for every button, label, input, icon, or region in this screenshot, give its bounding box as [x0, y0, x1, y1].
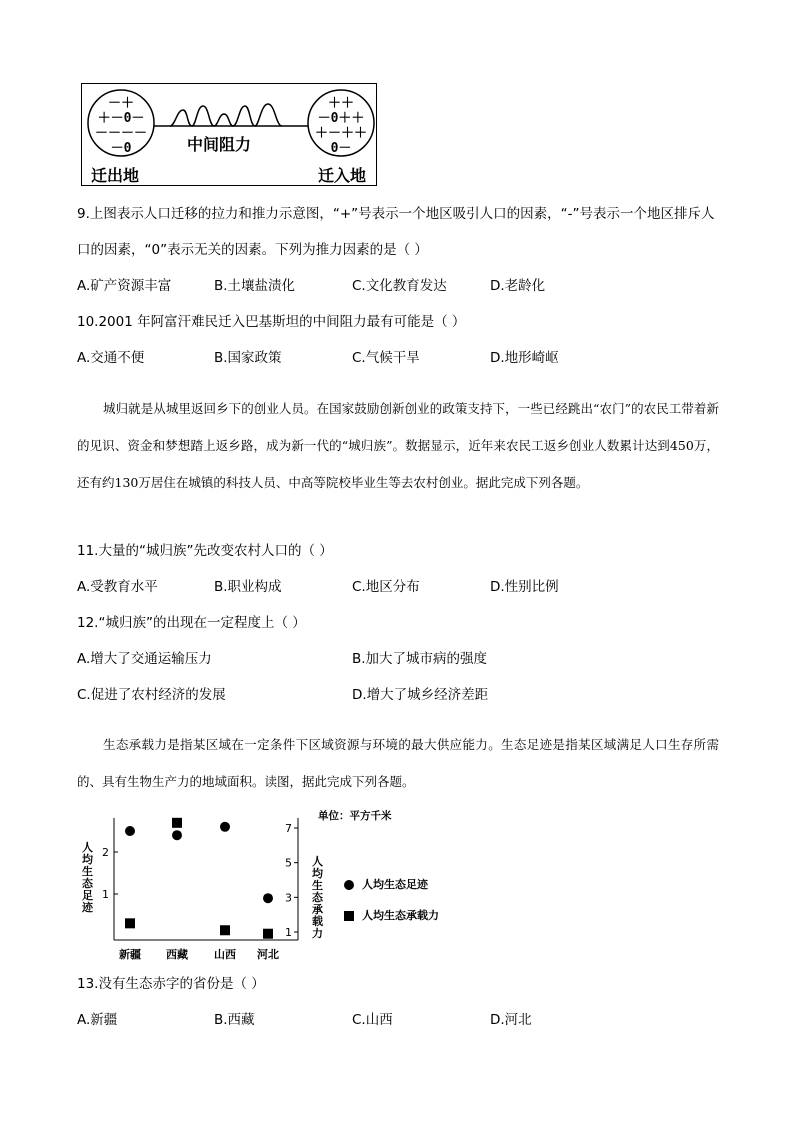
footprint-point	[125, 826, 135, 836]
q11-stem: 11.大量的“城归族”先改变农村人口的（ ）	[77, 543, 333, 559]
left-tick-label: 2	[102, 846, 109, 859]
passage-ecology: 生态承载力是指某区域在一定条件下区域资源与环境的最大供应能力。生态足迹是指某区域满足人口生存所需的、具有生物生产力的地域面积。读图，据此完成下列各题。	[77, 737, 719, 789]
q9-option-c[interactable]: C.文化教育发达	[352, 278, 447, 294]
q12-option-a[interactable]: A.增大了交通运输压力	[77, 651, 212, 667]
migration-diagram	[81, 83, 377, 186]
q10-option-d[interactable]: D.地形崎岖	[490, 350, 559, 366]
legend-item-footprint	[344, 876, 428, 892]
legend-square-marker	[344, 911, 354, 921]
q11-option-c[interactable]: C.地区分布	[352, 579, 420, 595]
dest-circle-text: ＋＋ －0＋＋ ＋－＋＋ 0－	[314, 96, 367, 156]
q11-option-d[interactable]: D.性别比例	[490, 579, 559, 595]
right-tick-label: 3	[285, 891, 292, 905]
q9-stem-line1: 9.上图表示人口迁移的拉力和推力示意图，“+”号表示一个地区吸引人口的因素，“-”号表示一个地区排斥人	[77, 206, 715, 222]
left-axis-label: 人均生态足迹	[82, 841, 93, 914]
origin-label: 迁出地	[91, 166, 140, 185]
passage-chenggui: 城归就是从城里返回乡下的创业人员。在国家鼓励创新创业的政策支持下，一些已经跳出“农门”的农民工带着新的见识、资金和梦想踏上返乡路，成为新一代的“城归族”。数据显示，近年来农民工返乡创业人数累计达到450万，还有约130万居住在城镇的科技人员、中高等院校毕业生等去农村创业。据此完成下列各题。	[77, 401, 719, 490]
q10-option-b[interactable]: B.国家政策	[214, 350, 282, 366]
left-tick-label: 1	[102, 888, 109, 901]
capacity-point	[220, 925, 230, 935]
right-tick-label: 5	[285, 856, 292, 870]
q13-option-d[interactable]: D.河北	[490, 1012, 532, 1028]
mountain-barrier	[170, 104, 282, 126]
footprint-point	[263, 893, 273, 903]
q12-stem: 12.“城归族”的出现在一定程度上（ ）	[77, 615, 306, 631]
footprint-point	[172, 830, 182, 840]
destination-label: 迁入地	[318, 166, 367, 185]
q9-option-b[interactable]: B.土壤盐渍化	[214, 278, 296, 294]
q13-option-a[interactable]: A.新疆	[77, 1012, 118, 1028]
q11-option-a[interactable]: A.受教育水平	[77, 579, 158, 595]
legend-circle-marker	[344, 880, 354, 890]
capacity-point	[172, 818, 182, 828]
q13-option-c[interactable]: C.山西	[352, 1012, 393, 1028]
legend-label-capacity: 人均生态承载力	[362, 909, 439, 922]
category-label: 新疆	[119, 948, 141, 961]
chart-unit-label: 单位：平方千米	[318, 810, 392, 822]
q10-stem: 10.2001 年阿富汗难民迁入巴基斯坦的中间阻力最有可能是（ ）	[77, 314, 466, 330]
q12-option-d[interactable]: D.增大了城乡经济差距	[352, 687, 489, 703]
q11-option-b[interactable]: B.职业构成	[214, 579, 282, 595]
q9-option-a[interactable]: A.矿产资源丰富	[77, 278, 172, 294]
q12-option-c[interactable]: C.促进了农村经济的发展	[77, 687, 226, 703]
category-label: 河北	[257, 948, 279, 961]
q13-stem: 13.没有生态赤字的省份是（ ）	[77, 976, 265, 992]
middle-obstacle-label: 中间阻力	[187, 135, 252, 154]
footprint-point	[220, 822, 230, 832]
q9-stem-line2: 口的因素，“0”表示无关的因素。下列为推力因素的是（ ）	[77, 242, 428, 258]
q10-option-c[interactable]: C.气候干旱	[352, 350, 420, 366]
legend-item-capacity	[344, 907, 439, 923]
capacity-point	[125, 918, 135, 928]
eco-chart	[80, 804, 480, 964]
q12-option-b[interactable]: B.加大了城市病的强度	[352, 651, 488, 667]
q13-option-b[interactable]: B.西藏	[214, 1012, 255, 1028]
category-label: 山西	[214, 948, 236, 961]
q10-option-a[interactable]: A.交通不便	[77, 350, 145, 366]
origin-circle-text: －＋ ＋－0－ －－－－ －0	[94, 96, 147, 156]
capacity-point	[263, 929, 273, 939]
category-label: 西藏	[166, 948, 188, 961]
legend-label-footprint: 人均生态足迹	[362, 878, 428, 891]
right-tick-label: 1	[285, 926, 292, 939]
right-tick-label: 7	[285, 822, 292, 835]
right-axis-label: 人均生态承载力	[312, 855, 323, 940]
q9-option-d[interactable]: D.老龄化	[490, 278, 546, 294]
